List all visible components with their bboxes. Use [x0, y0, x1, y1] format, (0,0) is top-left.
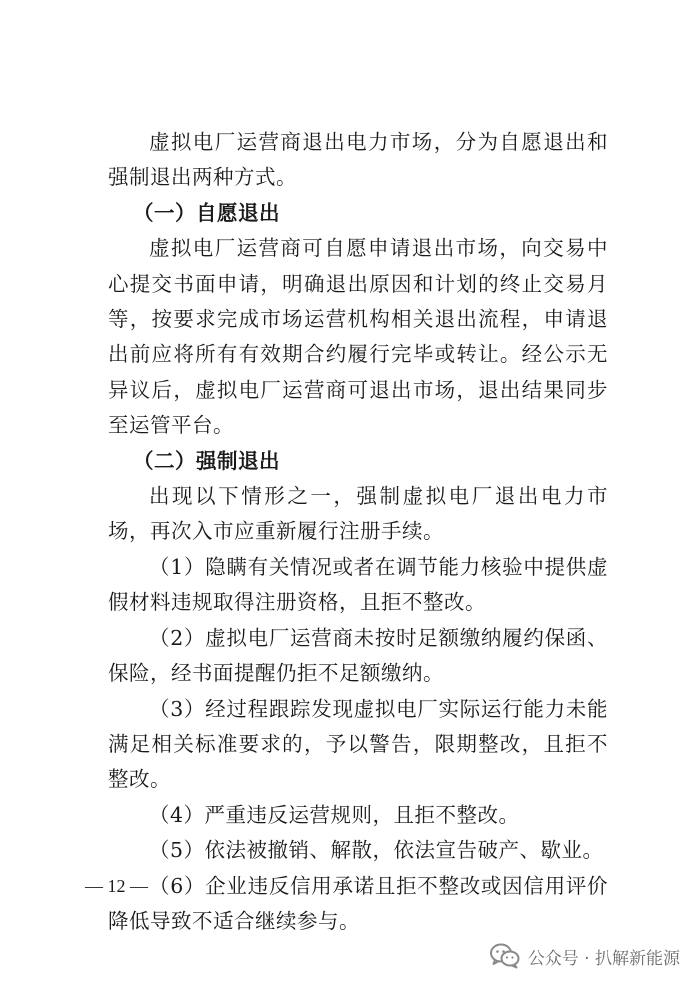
- intro-paragraph: 虚拟电厂运营商退出电力市场，分为自愿退出和强制退出两种方式。: [108, 130, 608, 190]
- forced-exit-item-4: （4）严重违反运营规则，且拒不整改。: [149, 802, 520, 827]
- forced-exit-item-2: （2）虚拟电厂运营商未按时足额缴纳履约保函、保险，经书面提醒仍拒不足额缴纳。: [108, 625, 608, 686]
- section-heading-voluntary-exit: （一）自愿退出: [133, 200, 280, 225]
- watermark-text: 公众号 · 扒解新能源: [527, 948, 680, 969]
- page-number: — 12 —: [85, 876, 148, 896]
- watermark: [490, 940, 680, 972]
- forced-exit-item-5: （5）依法被撤销、解散，依法宣告破产、歇业。: [149, 838, 604, 863]
- document-body: [108, 125, 608, 939]
- forced-exit-intro-paragraph: 出现以下情形之一，强制虚拟电厂退出电力市场，再次入市应重新履行注册手续。: [108, 484, 608, 544]
- forced-exit-item-3: （3）经过程跟踪发现虚拟电厂实际运行能力未能满足相关标准要求的，予以警告，限期整改，且拒不整改。: [108, 696, 608, 792]
- wechat-icon: [490, 943, 520, 969]
- forced-exit-item-1: （1）隐瞒有关情况或者在调节能力核验中提供虚假材料违规取得注册资格，且拒不整改。: [108, 554, 608, 615]
- voluntary-exit-paragraph: 虚拟电厂运营商可自愿申请退出市场，向交易中心提交书面申请，明确退出原因和计划的终止交易月等，按要求完成市场运营机构相关退出流程，申请退出前应将所有有效期合约履行完毕或转让。经公示无异议后，虚拟电厂运营商可退出市场，退出结果同步至运管平台。: [108, 236, 608, 438]
- section-heading-forced-exit: （二）强制退出: [133, 448, 280, 473]
- forced-exit-item-6: （6）企业违反信用承诺且拒不整改或因信用评价降低导致不适合继续参与。: [108, 873, 608, 933]
